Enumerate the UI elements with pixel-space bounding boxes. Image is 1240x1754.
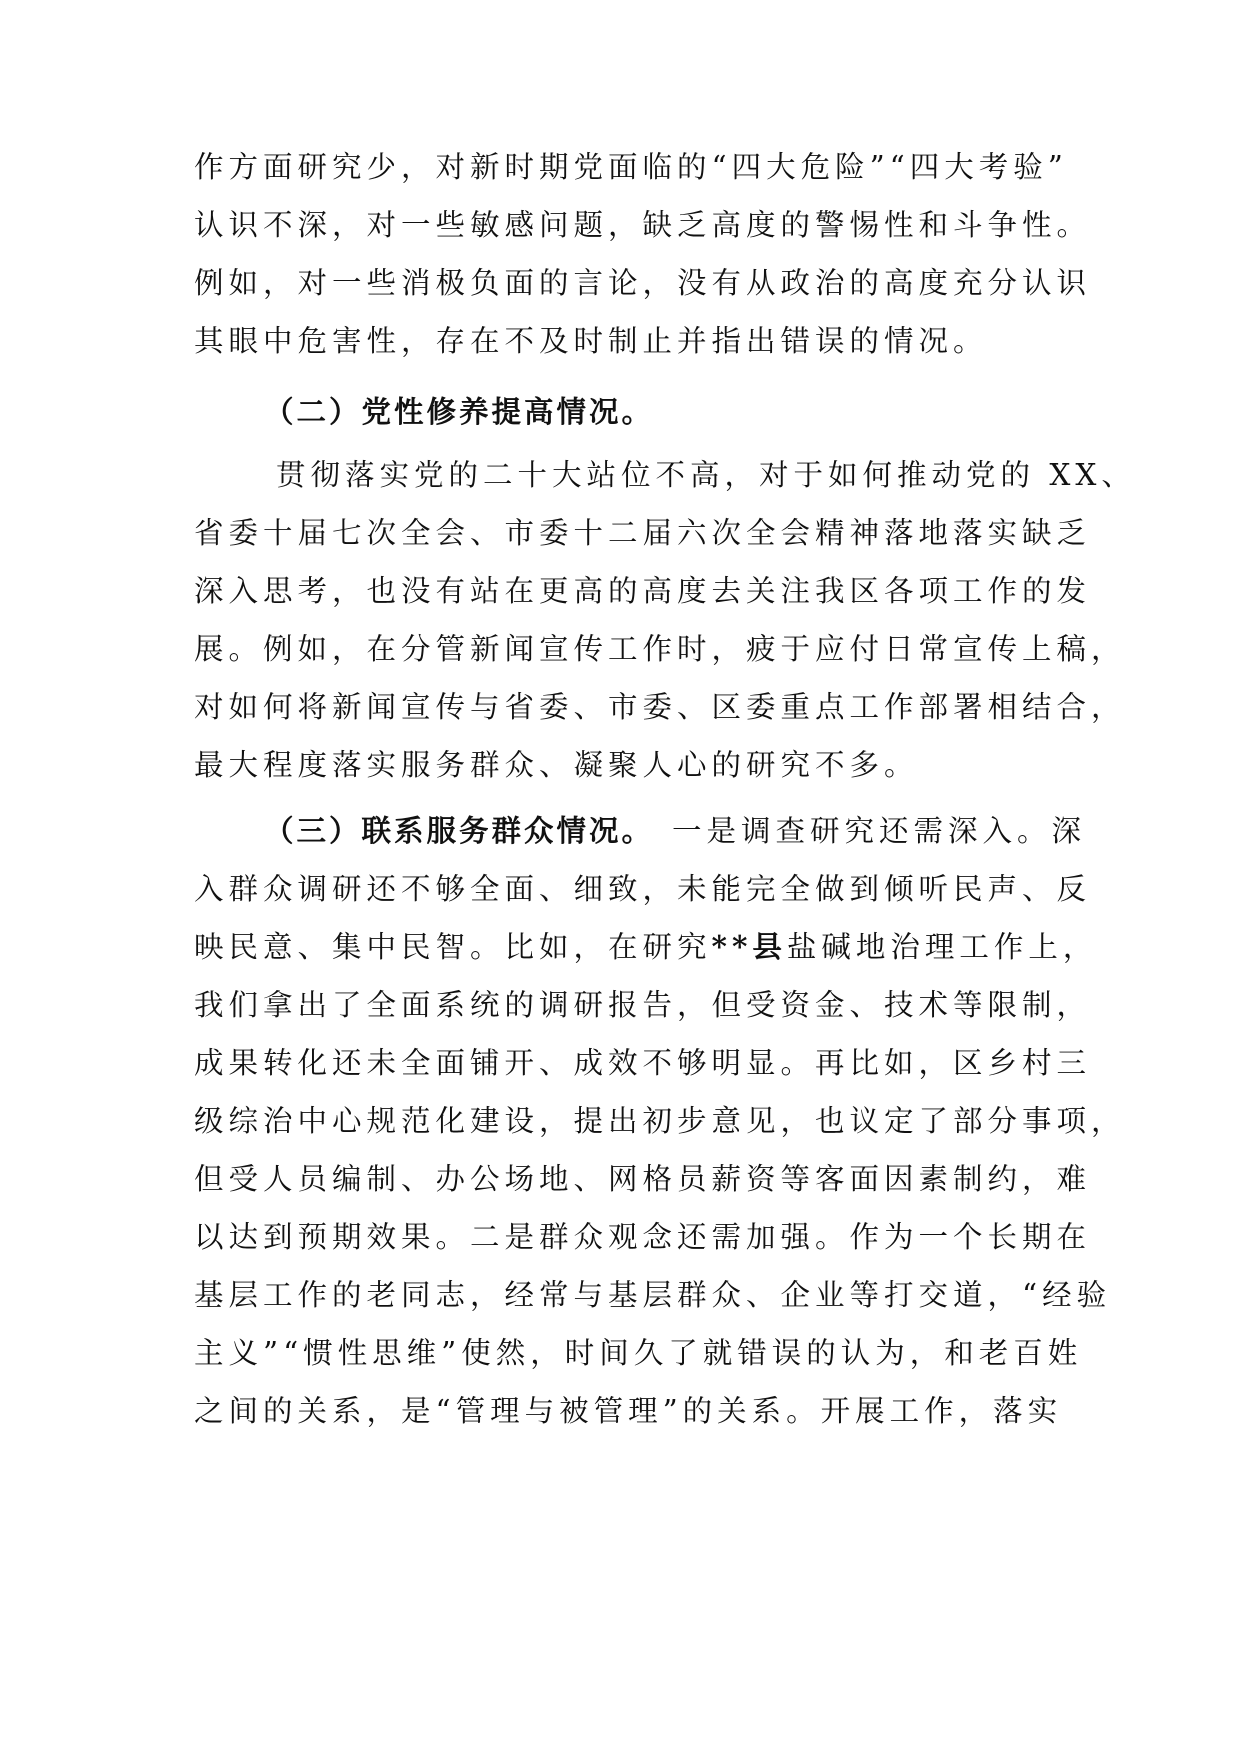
text-line: 但受人员编制、办公场地、网格员薪资等客面因素制约，难 xyxy=(194,1162,1092,1196)
text-line: 作方面研究少，对新时期党面临的“四大危险”“四大考验” xyxy=(194,150,1068,184)
text-line: 最大程度落实服务群众、凝聚人心的研究不多。 xyxy=(194,748,919,782)
text-line: 主义”“惯性思维”使然，时间久了就错误的认为，和老百姓 xyxy=(194,1336,1083,1370)
text-line: 入群众调研还不够全面、细致，未能完全做到倾听民声、反 xyxy=(194,872,1092,906)
text-line xyxy=(194,802,1087,860)
text-line: 例如，对一些消极负面的言论，没有从政治的高度充分认识 xyxy=(194,266,1092,300)
text-line: 基层工作的老同志，经常与基层群众、企业等打交道，“经验 xyxy=(194,1278,1112,1312)
paragraph-serving-masses xyxy=(194,802,1126,1440)
text-line: 成果转化还未全面铺开、成效不够明显。再比如，区乡村三 xyxy=(194,1046,1092,1080)
text-line: 省委十届七次全会、市委十二届六次全会精神落地落实缺乏 xyxy=(194,516,1092,550)
section-heading: （三）联系服务群众情况。 xyxy=(264,814,655,848)
text-line: 以达到预期效果。二是群众观念还需加强。作为一个长期在 xyxy=(194,1220,1092,1254)
text-line: 其眼中危害性，存在不及时制止并指出错误的情况。 xyxy=(194,324,988,358)
text-line: 对如何将新闻宣传与省委、市委、区委重点工作部署相结合， xyxy=(194,690,1126,724)
text-line: 认识不深，对一些敏感问题，缺乏高度的警惕性和斗争性。 xyxy=(194,208,1092,242)
text-line: 贯彻落实党的二十大站位不高，对于如何推动党的 XX、 xyxy=(276,458,1136,492)
text-line xyxy=(194,918,1098,976)
text-run: 盐碱地治理工作上， xyxy=(786,930,1098,964)
section-heading-2 xyxy=(194,383,1054,441)
paragraph-party-spirit xyxy=(194,446,1136,794)
text-line: 级综治中心规范化建设，提出初步意见，也议定了部分事项， xyxy=(194,1104,1126,1138)
text-run: 映民意、集中民智。比如，在研究 xyxy=(194,930,712,964)
section-heading: （二）党性修养提高情况。 xyxy=(264,395,655,429)
text-line: 之间的关系，是“管理与被管理”的关系。开展工作，落实 xyxy=(194,1394,1063,1428)
text-line: 展。例如，在分管新闻宣传工作时，疲于应付日常宣传上稿， xyxy=(194,632,1126,666)
text-line: 我们拿出了全面系统的调研报告，但受资金、技术等限制， xyxy=(194,988,1092,1022)
text-run: 一是调查研究还需深入。深 xyxy=(672,814,1087,848)
paragraph-ideology-continued xyxy=(194,138,1092,370)
bold-text-run: **县 xyxy=(711,929,787,964)
text-line: 深入思考，也没有站在更高的高度去关注我区各项工作的发 xyxy=(194,574,1092,608)
